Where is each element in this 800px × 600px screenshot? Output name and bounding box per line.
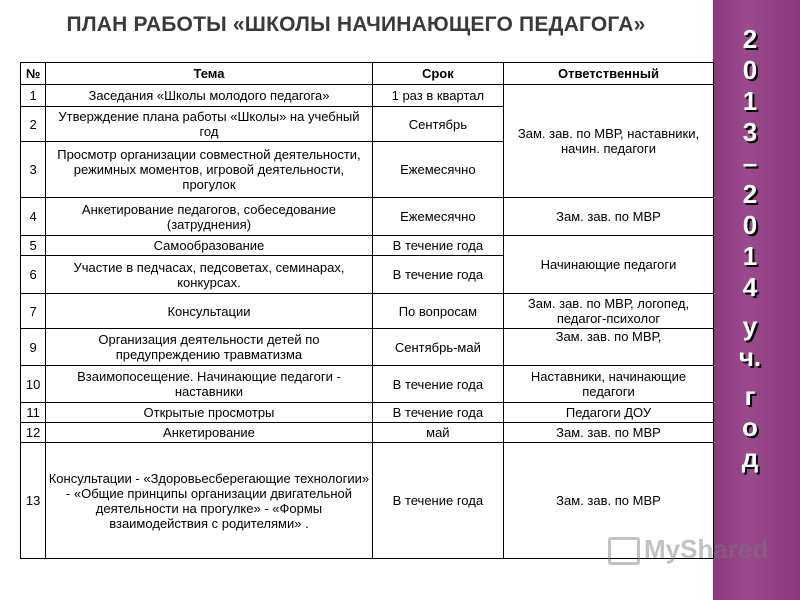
side-char: 2 [742, 24, 758, 54]
table-row [21, 366, 714, 403]
row-num: 13 [21, 443, 46, 559]
row-topic: Просмотр организации совместной деятельности, режимных моментов, игровой деятельности, прогулок [46, 142, 373, 198]
row-topic: Взаимопосещение. Начинающие педагоги - наставники [46, 366, 373, 403]
row-num: 6 [21, 256, 46, 294]
watermark [608, 534, 768, 565]
row-num: 7 [21, 294, 46, 329]
side-char: 0 [742, 210, 758, 240]
table-row [21, 198, 714, 236]
row-topic: Консультации [46, 294, 373, 329]
side-char: г [744, 381, 756, 411]
row-num: 10 [21, 366, 46, 403]
header-term: Срок [372, 63, 503, 85]
row-topic: Открытые просмотры [46, 403, 373, 423]
side-char: у [742, 311, 758, 341]
row-term: В течение года [372, 403, 503, 423]
side-char: 3 [742, 117, 758, 147]
header-topic: Тема [46, 63, 373, 85]
row-responsible: Зам. зав. по МВР [503, 423, 713, 443]
row-term: Ежемесячно [372, 142, 503, 198]
header-responsible: Ответственный [503, 63, 713, 85]
watermark-text: MyShared [644, 534, 769, 564]
table-row [21, 423, 714, 443]
row-topic: Консультации - «Здоровьесберегающие технологии» - «Общие принципы организации двигательной деятельности на прогулке» - «Формы взаимодействия с родителями» . [46, 443, 373, 559]
header-num: № [21, 63, 46, 85]
row-term: По вопросам [372, 294, 503, 329]
side-char: 4 [742, 272, 758, 302]
row-term: май [372, 423, 503, 443]
row-num: 9 [21, 329, 46, 366]
table-row [21, 294, 714, 329]
row-num: 1 [21, 85, 46, 107]
side-char: 0 [742, 55, 758, 85]
side-char: 1 [742, 86, 758, 116]
row-responsible: Зам. зав. по МВР, [503, 329, 713, 366]
side-char: 2 [742, 179, 758, 209]
row-topic: Анкетирование педагогов, собеседование (затруднения) [46, 198, 373, 236]
row-term: 1 раз в квартал [372, 85, 503, 107]
row-term: В течение года [372, 256, 503, 294]
row-num: 4 [21, 198, 46, 236]
side-char: 1 [742, 241, 758, 271]
row-num: 12 [21, 423, 46, 443]
row-term: Сентябрь-май [372, 329, 503, 366]
side-char: д [741, 443, 759, 473]
row-term: Ежемесячно [372, 198, 503, 236]
row-topic: Утверждение плана работы «Школы» на учебный год [46, 107, 373, 142]
row-term: В течение года [372, 443, 503, 559]
row-term: В течение года [372, 366, 503, 403]
table-row [21, 236, 714, 256]
presentation-icon [608, 537, 640, 565]
side-char: о [742, 412, 758, 442]
row-responsible: Зам. зав. по МВР, логопед, педагог-психолог [503, 294, 713, 329]
table-row [21, 403, 714, 423]
table-row [21, 329, 714, 366]
plan-table [20, 62, 714, 559]
row-term: В течение года [372, 236, 503, 256]
side-char: – [742, 148, 758, 178]
table-header-row [21, 63, 714, 85]
row-responsible: Наставники, начинающие педагоги [503, 366, 713, 403]
page-title: ПЛАН РАБОТЫ «ШКОЛЫ НАЧИНАЮЩЕГО ПЕДАГОГА» [66, 13, 646, 36]
row-term: Сентябрь [372, 107, 503, 142]
row-topic: Участие в педчасах, педсоветах, семинарах, конкурсах. [46, 256, 373, 294]
row-topic: Самообразование [46, 236, 373, 256]
row-responsible: Педагоги ДОУ [503, 403, 713, 423]
row-topic: Анкетирование [46, 423, 373, 443]
row-topic: Заседания «Школы молодого педагога» [46, 85, 373, 107]
table-row [21, 85, 714, 107]
row-num: 3 [21, 142, 46, 198]
row-responsible: Зам. зав. по МВР, наставники, начин. педагоги [503, 85, 713, 198]
row-num: 11 [21, 403, 46, 423]
row-responsible: Зам. зав. по МВР [503, 443, 713, 559]
row-num: 2 [21, 107, 46, 142]
side-year-label [713, 24, 787, 474]
row-responsible: Зам. зав. по МВР [503, 198, 713, 236]
side-char: ч. [738, 342, 762, 372]
row-topic: Организация деятельности детей по предупреждению травматизма [46, 329, 373, 366]
row-responsible: Начинающие педагоги [503, 236, 713, 294]
row-num: 5 [21, 236, 46, 256]
